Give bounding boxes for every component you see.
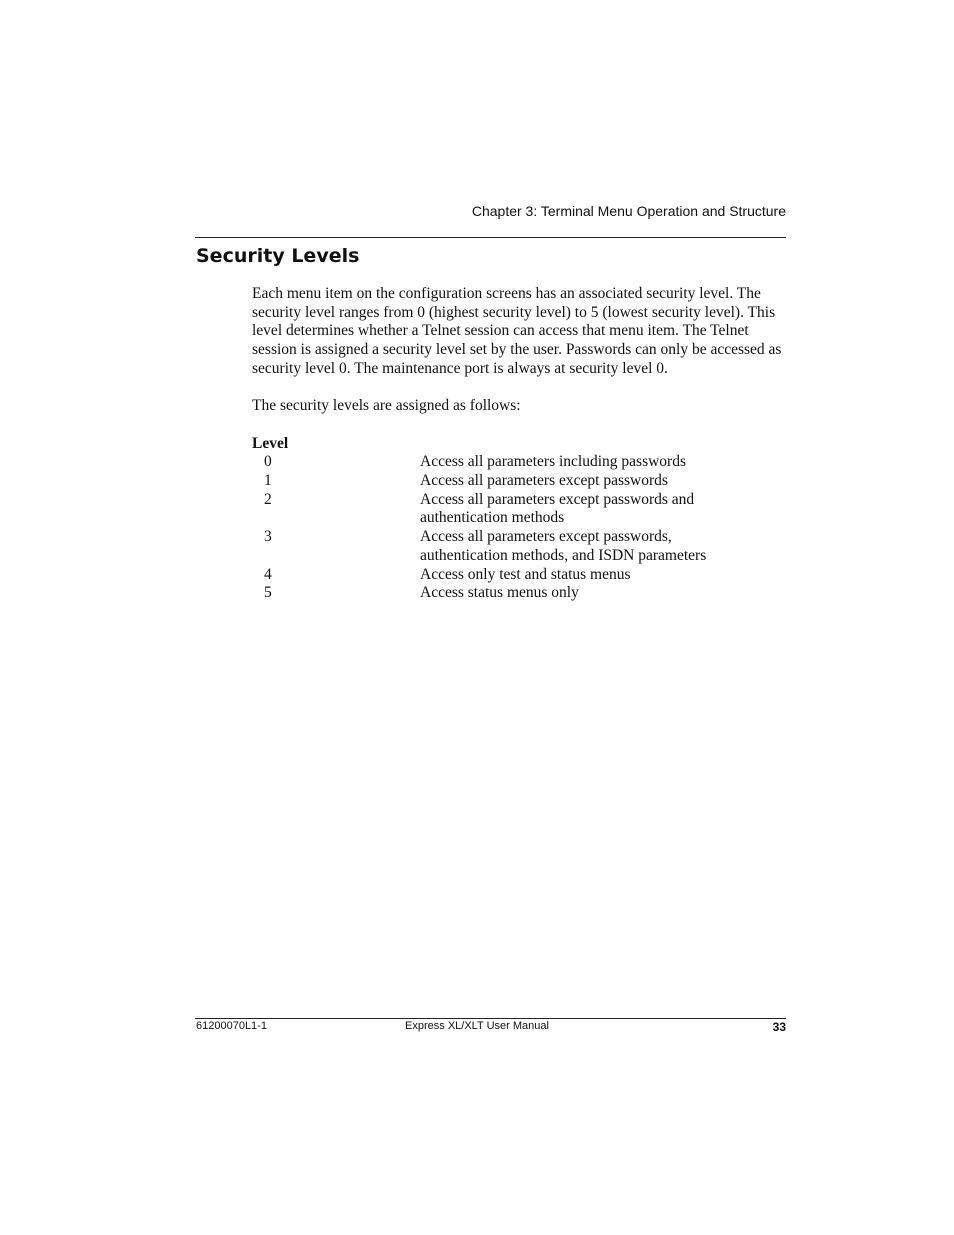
security-levels-table	[252, 435, 788, 603]
level-number: 3	[264, 528, 272, 546]
level-number: 1	[264, 472, 272, 489]
footer-doc-number: 61200070L1-1	[196, 1020, 267, 1032]
level-description: Access all parameters except passwords	[420, 472, 668, 489]
level-number: 5	[264, 584, 272, 602]
levels-intro: The security levels are assigned as follows:	[252, 397, 521, 415]
levels-column-heading: Level	[252, 434, 289, 452]
level-row	[252, 491, 788, 528]
page-number: 33	[772, 1020, 786, 1034]
footer-manual-title: Express XL/XLT User Manual	[405, 1020, 549, 1032]
level-description: Access status menus only	[420, 584, 579, 602]
description-paragraph: Each menu item on the configuration screens has an associated security level. The security level ranges from 0 (highest security level) to 5 (lowest security level). This level determines whether a Telnet session can access that menu item. The Telnet session is assigned a security level set by the user. Passwords can only be accessed as security level 0. The maintenance port is always at security level 0.	[252, 285, 782, 377]
chapter-header: Chapter 3: Terminal Menu Operation and Structure	[471, 203, 786, 219]
level-row	[252, 584, 788, 603]
section-body	[252, 285, 788, 603]
section-title: Security Levels	[196, 245, 360, 267]
level-number: 2	[264, 490, 272, 508]
footer-divider	[195, 1018, 786, 1019]
level-number: 0	[264, 453, 272, 471]
level-description: Access all parameters except passwords and authentication methods	[420, 490, 695, 527]
level-description: Access only test and status menus	[420, 565, 631, 583]
level-row	[252, 453, 788, 472]
level-row	[252, 528, 788, 565]
level-description: Access all parameters including passwords	[420, 453, 687, 471]
header-divider	[195, 237, 786, 238]
level-number: 4	[264, 565, 272, 583]
level-row	[252, 472, 788, 491]
level-description: Access all parameters except passwords, authentication methods, and ISDN parameters	[420, 528, 707, 564]
level-row	[252, 566, 788, 585]
